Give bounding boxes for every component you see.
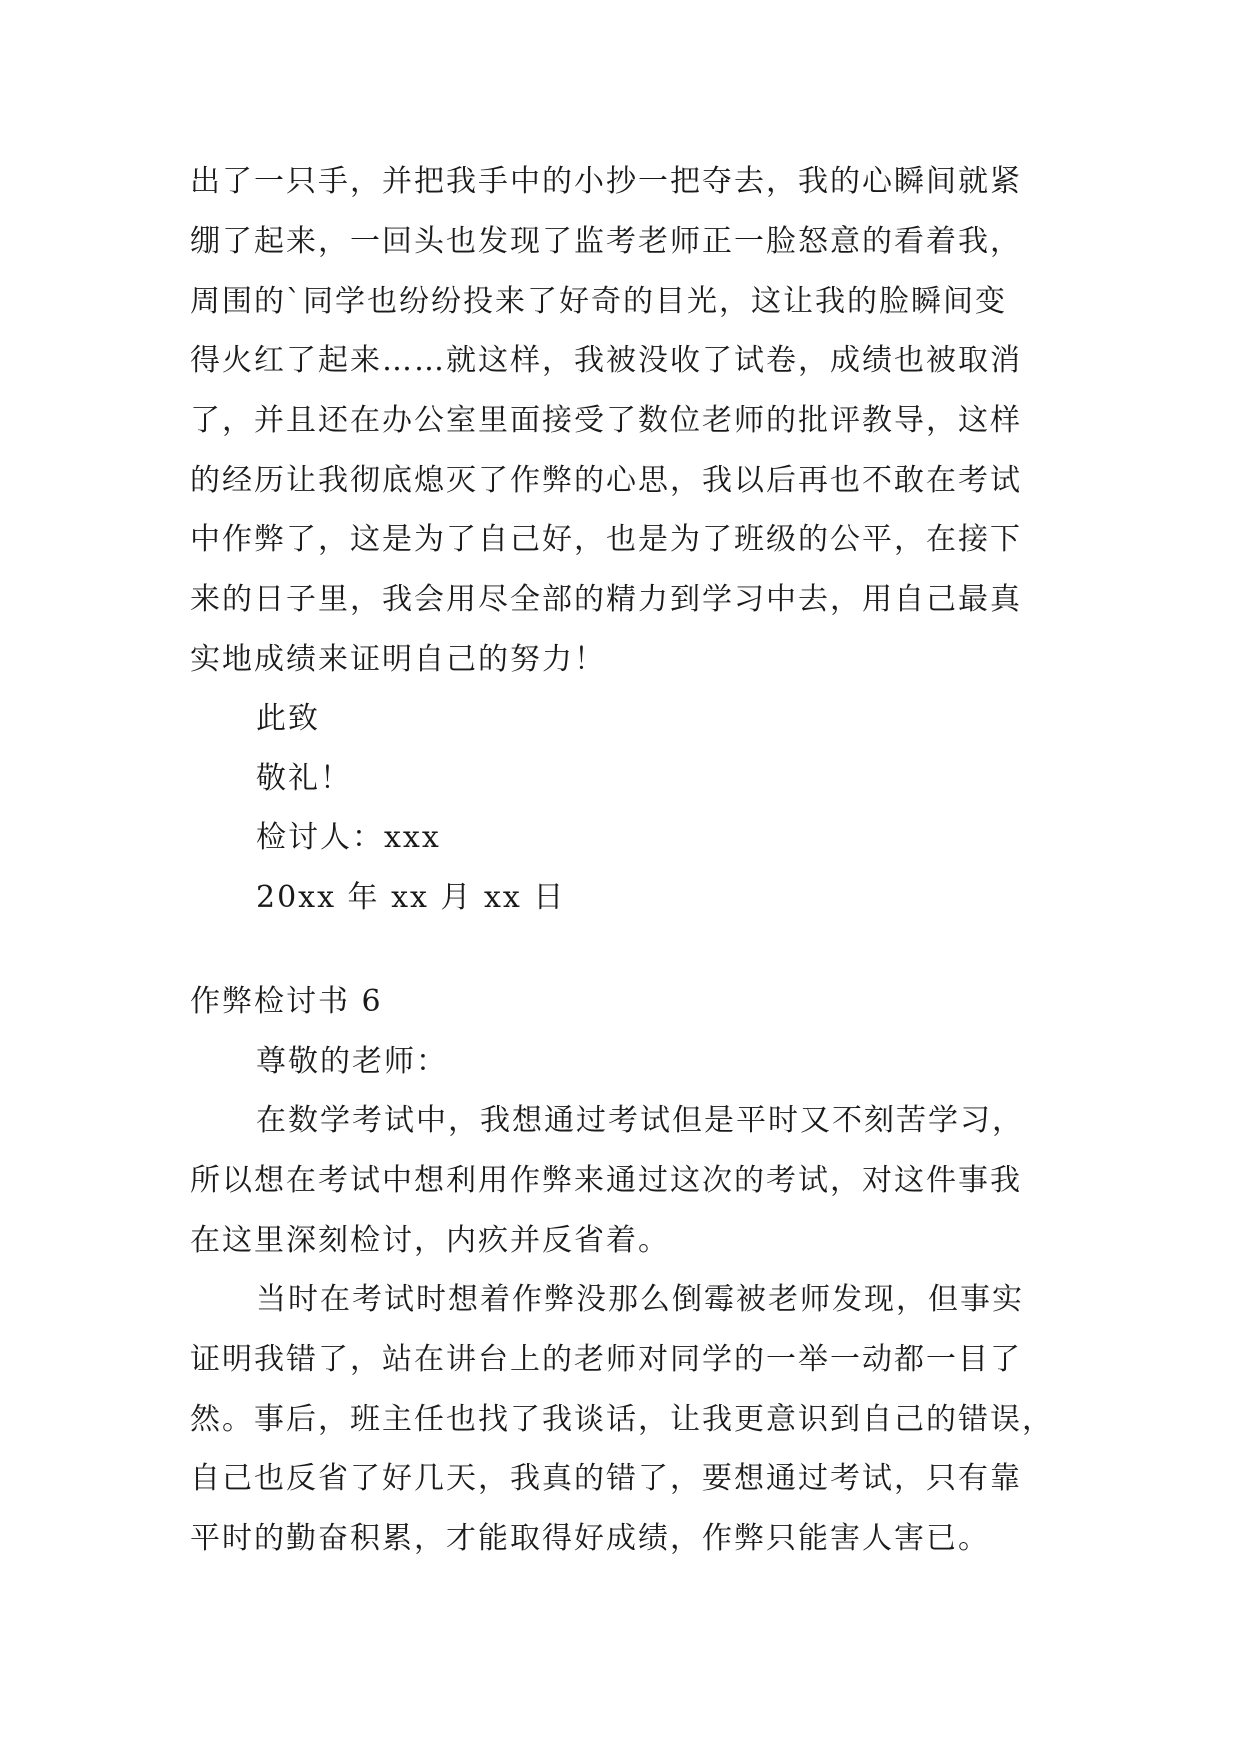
body-line: 来的日子里，我会用尽全部的精力到学习中去，用自己最真 [190, 582, 1022, 617]
closing-respect: 敬礼！ [256, 761, 352, 796]
body-line: 然。事后，班主任也找了我谈话，让我更意识到自己的错误， [190, 1402, 1054, 1437]
body-line: 的经历让我彻底熄灭了作弊的心思，我以后再也不敢在考试 [190, 463, 1022, 498]
closing-salutation: 此致 [256, 701, 320, 736]
body-line: 得火红了起来……就这样，我被没收了试卷，成绩也被取消 [190, 343, 1022, 378]
body-line: 证明我错了，站在讲台上的老师对同学的一举一动都一目了 [190, 1342, 1022, 1377]
body-line: 周围的`同学也纷纷投来了好奇的目光，这让我的脸瞬间变 [190, 284, 1007, 319]
body-line: 在数学考试中，我想通过考试但是平时又不刻苦学习， [256, 1103, 1024, 1138]
body-line: 当时在考试时想着作弊没那么倒霉被老师发现，但事实 [256, 1282, 1024, 1317]
body-line: 中作弊了，这是为了自己好，也是为了班级的公平，在接下 [190, 522, 1022, 557]
body-line: 了，并且还在办公室里面接受了数位老师的批评教导，这样 [190, 403, 1022, 438]
body-line: 所以想在考试中想利用作弊来通过这次的考试，对这件事我 [190, 1163, 1022, 1198]
date-line: 20xx 年 xx 月 xx 日 [256, 880, 566, 915]
body-line: 在这里深刻检讨，内疚并反省着。 [190, 1223, 670, 1258]
section-title: 作弊检讨书 6 [190, 984, 383, 1019]
body-line: 平时的勤奋积累，才能取得好成绩，作弊只能害人害已。 [190, 1521, 990, 1556]
signer-line: 检讨人：xxx [256, 820, 441, 855]
body-line: 绷了起来，一回头也发现了监考老师正一脸怒意的看着我， [190, 224, 1022, 259]
body-line: 自己也反省了好几天，我真的错了，要想通过考试，只有靠 [190, 1461, 1022, 1496]
body-line: 出了一只手，并把我手中的小抄一把夺去，我的心瞬间就紧 [190, 164, 1022, 199]
body-line: 实地成绩来证明自己的努力！ [190, 642, 606, 677]
greeting: 尊敬的老师： [256, 1044, 448, 1079]
